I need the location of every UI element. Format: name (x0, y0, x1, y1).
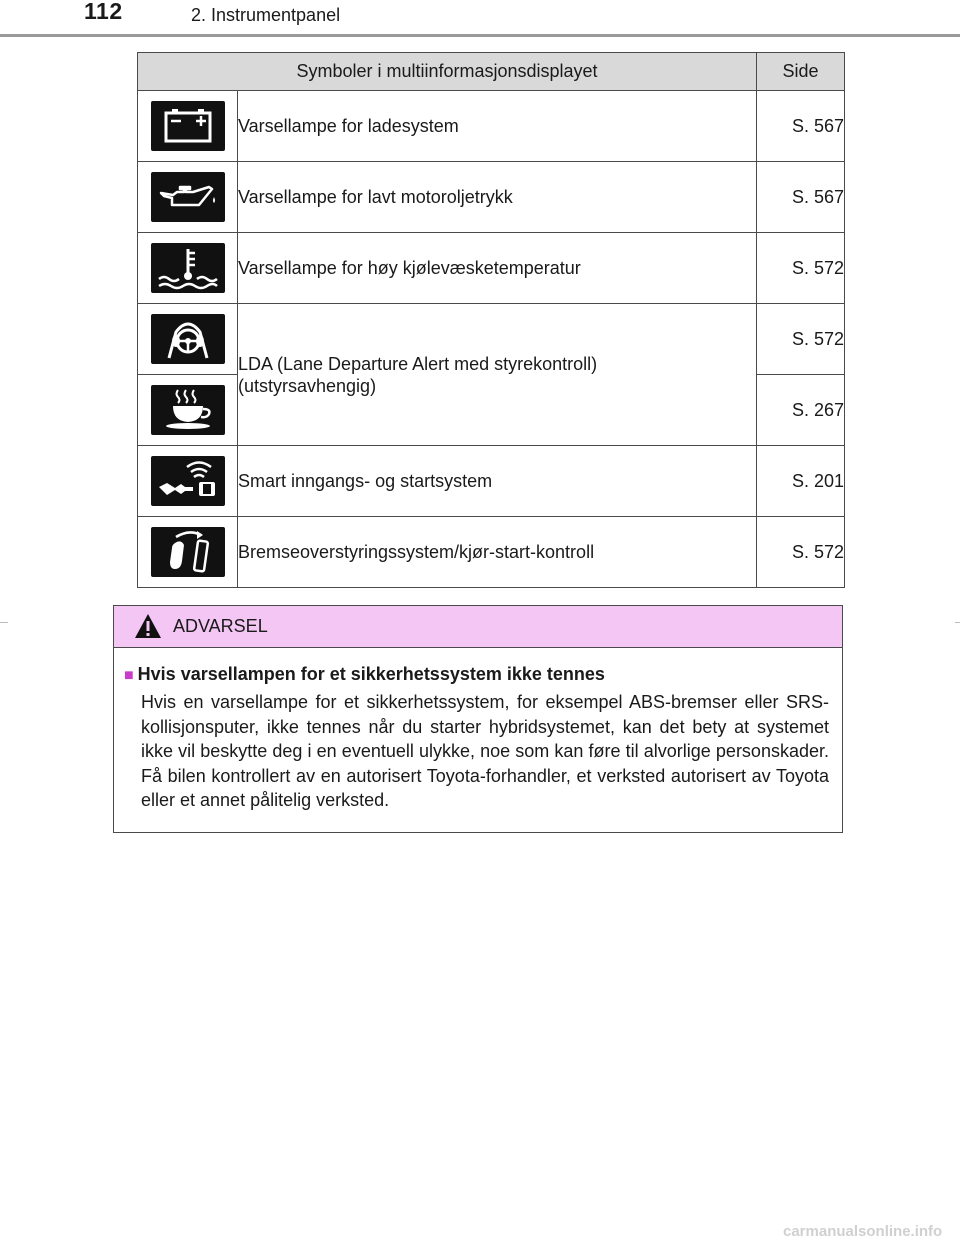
table-header-row (138, 53, 845, 91)
lda-description (238, 304, 757, 446)
row-description: Varsellampe for høy kjølevæsketemperatur (238, 233, 757, 304)
crop-mark-left (0, 622, 8, 623)
smart-key-icon (151, 456, 225, 506)
header-divider (0, 34, 960, 37)
crop-mark-right (955, 622, 960, 623)
section-title: 2. Instrumentpanel (191, 5, 341, 25)
row-page-ref: S. 572 (757, 233, 845, 304)
column-header-page: Side (757, 53, 845, 91)
row-page-ref: S. 567 (757, 162, 845, 233)
row-description: Varsellampe for ladesystem (238, 91, 757, 162)
steering-wheel-hands-icon (151, 314, 225, 364)
column-header-symbols: Symboler i multiinformasjonsdisplayet (138, 53, 757, 91)
table-row (138, 446, 845, 517)
battery-icon (151, 101, 225, 151)
coolant-temperature-icon (151, 243, 225, 293)
oil-can-icon (151, 172, 225, 222)
warning-heading (124, 664, 605, 685)
watermark: carmanualsonline.info (783, 1223, 943, 1240)
warning-box (113, 605, 843, 833)
brake-override-icon (151, 527, 225, 577)
table-row (138, 162, 845, 233)
warning-header (114, 606, 842, 648)
coffee-cup-icon (151, 385, 225, 435)
row-page-ref: S. 201 (757, 446, 845, 517)
row-description: Smart inngangs- og startsystem (238, 446, 757, 517)
table-row (138, 304, 845, 375)
table-row (138, 91, 845, 162)
table-row (138, 233, 845, 304)
warning-triangle-icon (134, 613, 162, 639)
bullet-square-icon: ■ (124, 667, 134, 684)
page-number: 112 (84, 0, 123, 24)
page-header (0, 0, 960, 36)
symbols-table (137, 52, 845, 588)
row-page-ref: S. 267 (757, 375, 845, 446)
row-page-ref: S. 572 (757, 304, 845, 375)
warning-body: Hvis en varsellampe for et sikkerhetssystem, for eksempel ABS-bremser eller SRS-kollisjonsputer, ikke tennes når du starter hybridsystemet, kan det bety at systemet ikke vil beskytte deg i en eventuell ulykke, noe som kan føre til alvorlige personskader. Få bilen kontrollert av en autorisert Toyota-forhandler, et verksted autorisert av Toyota eller et annet pålitelig verksted. (141, 692, 829, 810)
warning-heading-text: Hvis varsellampen for et sikkerhetssystem ikke tennes (137, 664, 605, 684)
warning-title: ADVARSEL (173, 616, 268, 636)
table-row (138, 517, 845, 588)
row-description: Bremseoverstyringssystem/kjør-start-kontroll (238, 517, 757, 588)
row-description: Varsellampe for lavt motoroljetrykk (238, 162, 757, 233)
lda-description-line1: LDA (Lane Departure Alert med styrekontroll) (238, 353, 598, 374)
lda-description-line2: (utstyrsavhengig) (238, 375, 377, 396)
row-page-ref: S. 572 (757, 517, 845, 588)
row-page-ref: S. 567 (757, 91, 845, 162)
